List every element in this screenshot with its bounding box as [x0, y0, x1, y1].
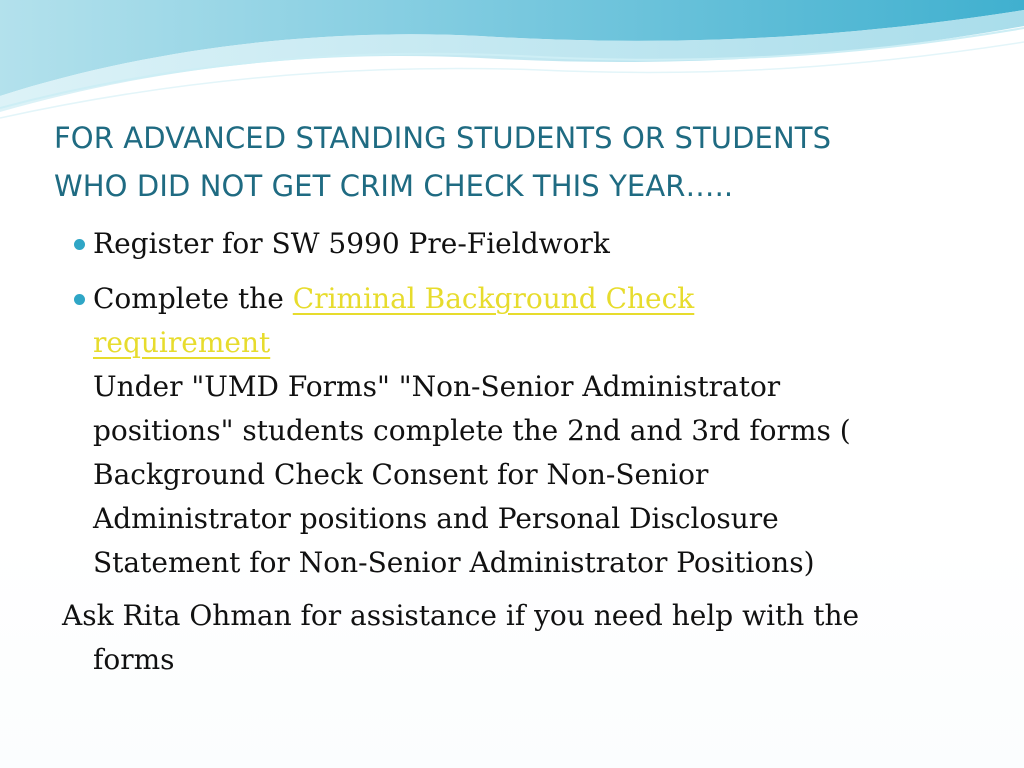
assistance-line-1: Ask Rita Ohman for assistance if you need help with the	[62, 599, 860, 632]
bullet-prefix-text: Complete the	[93, 282, 293, 315]
bullet-item-background-check	[62, 277, 972, 585]
bullet-dot-icon	[74, 239, 85, 250]
criminal-background-check-link[interactable]: Criminal Background Check	[292, 282, 695, 315]
slide-title-line-1: FOR ADVANCED STANDING STUDENTS OR STUDENTS	[54, 121, 832, 155]
header-wave-decoration	[0, 0, 1024, 120]
body-line-5: Statement for Non-Senior Administrator Positions)	[93, 546, 815, 579]
bullet-line-complete	[93, 277, 972, 321]
requirement-link[interactable]: requirement	[93, 326, 271, 359]
bullet-line-link-cont	[93, 321, 972, 365]
slide-content	[62, 222, 972, 682]
bullet-text-register: Register for SW 5990 Pre-Fieldwork	[93, 227, 610, 260]
slide-title	[54, 114, 984, 210]
bullet-dot-icon	[74, 294, 85, 305]
assistance-line-2: forms	[93, 643, 175, 676]
body-line-4: Administrator positions and Personal Disclosure	[93, 502, 779, 535]
body-line-2: positions" students complete the 2nd and 3rd forms (	[93, 414, 851, 447]
assistance-paragraph	[62, 594, 972, 682]
body-line-1: Under "UMD Forms" "Non-Senior Administrator	[93, 370, 781, 403]
bullet-item-register	[62, 222, 972, 266]
body-line-3: Background Check Consent for Non-Senior	[93, 458, 709, 491]
slide-title-line-2: WHO DID NOT GET CRIM CHECK THIS YEAR…..	[54, 169, 734, 203]
